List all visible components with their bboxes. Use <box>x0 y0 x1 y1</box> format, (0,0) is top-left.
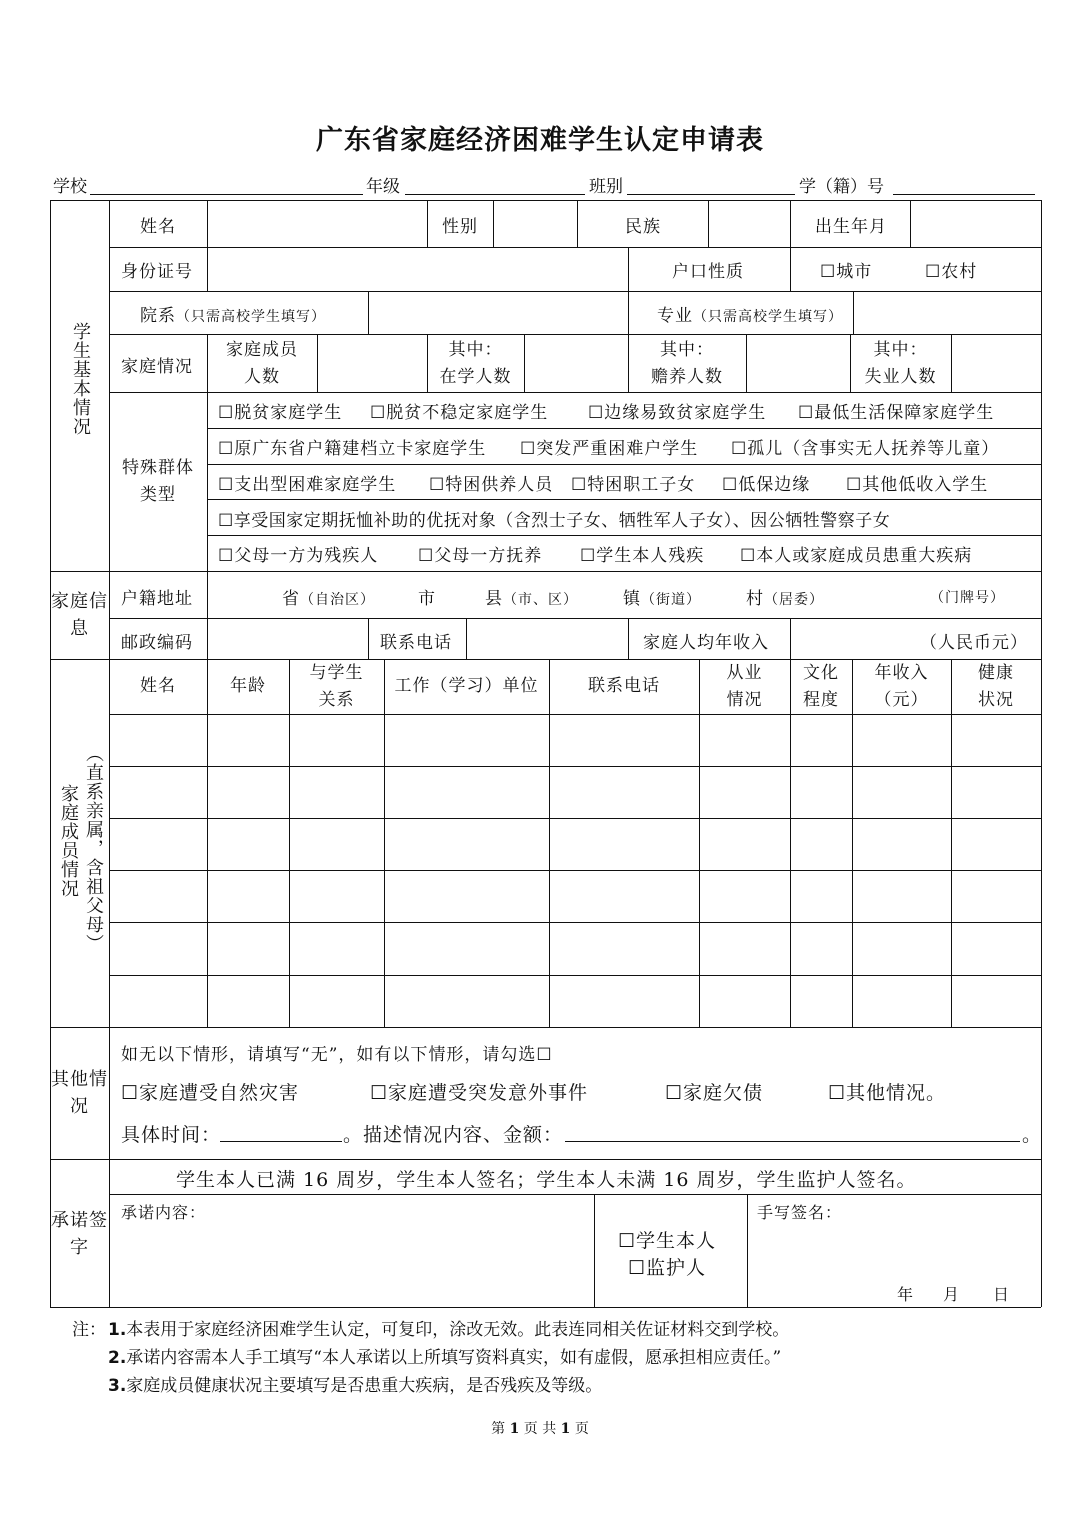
section-members: 家庭成员情况 <box>58 784 79 898</box>
hukou-rural-checkbox[interactable]: ☐ 农村 <box>925 257 977 282</box>
special-option[interactable]: ☐ 本人或家庭成员患重大疾病 <box>740 541 972 566</box>
other-option[interactable]: ☐ 其他情况。 <box>828 1078 946 1105</box>
other-option[interactable]: ☐ 家庭遭受突发意外事件 <box>370 1078 588 1105</box>
other-option[interactable]: ☐ 家庭遭受自然灾害 <box>121 1078 299 1105</box>
special-option[interactable]: ☐ 孤儿（含事实无人抚养等儿童） <box>731 434 999 459</box>
pledge-student-checkbox[interactable]: ☐ 学生本人 <box>618 1226 716 1253</box>
income-label: 家庭人均年收入 <box>643 633 769 653</box>
id-no-label: 身份证号 <box>121 262 193 282</box>
special-option[interactable]: ☐ 低保边缘 <box>722 470 810 495</box>
note-2: 2.承诺内容需本人手工填写“本人承诺以上所填写资料真实，如有虚假，愿承担相应责任。” <box>108 1348 782 1368</box>
special-option[interactable]: ☐ 父母一方为残疾人 <box>218 541 378 566</box>
section-members-note: （直系亲属，含祖父母） <box>83 744 104 953</box>
grade-field[interactable] <box>405 194 585 195</box>
section-pledge: 承诺签字 <box>51 1210 108 1258</box>
special-option[interactable]: ☐ 学生本人残疾 <box>580 541 704 566</box>
note-1: 1.本表用于家庭经济困难学生认定，可复印，涂改无效。此表连同相关佐证材料交到学校。 <box>108 1320 790 1340</box>
student-no-field[interactable] <box>893 194 1035 195</box>
col-work: 工作（学习）单位 <box>394 676 539 696</box>
name-label: 姓名 <box>140 217 176 237</box>
col-employment: 从业 情况 <box>726 663 763 710</box>
pledge-content-label: 承诺内容： <box>121 1203 207 1222</box>
other-none-checkbox[interactable] <box>536 1045 552 1065</box>
class-field[interactable] <box>627 194 795 195</box>
sign-day: 日 <box>993 1285 1011 1304</box>
support-label: 其中： 赡养人数 <box>651 340 723 387</box>
currency-label: （人民币元） <box>920 633 1028 653</box>
special-option[interactable]: ☐ 脱贫不稳定家庭学生 <box>370 398 548 423</box>
section-other: 其他情况 <box>51 1069 108 1117</box>
other-intro: 如无以下情形，请填写“无”，如有以下情形，请勾选☐ <box>121 1040 553 1065</box>
gender-label: 性别 <box>442 217 478 237</box>
dept-label: 院系（只需高校学生填写） <box>140 306 326 326</box>
in-school-label: 其中： 在学人数 <box>439 340 512 387</box>
special-option[interactable]: ☐ 支出型困难家庭学生 <box>218 470 396 495</box>
special-option[interactable]: ☐ 父母一方抚养 <box>418 541 542 566</box>
phone-label: 联系电话 <box>380 633 452 653</box>
section-family-info: 家庭信息 <box>51 591 108 639</box>
col-name: 姓名 <box>140 676 176 696</box>
form-title: 广东省家庭经济困难学生认定申请表 <box>316 125 764 156</box>
desc-end: 。 <box>1022 1124 1043 1146</box>
birth-label: 出生年月 <box>815 217 887 237</box>
sign-year: 年 <box>897 1285 915 1304</box>
time-field[interactable] <box>220 1141 342 1142</box>
class-label: 班别 <box>589 177 623 197</box>
major-label: 专业（只需高校学生填写） <box>657 306 843 326</box>
special-option[interactable]: ☐ 特困供养人员 <box>429 470 553 495</box>
student-no-label: 学（籍）号 <box>799 177 884 197</box>
desc-field[interactable] <box>565 1141 1020 1142</box>
hukou-city-checkbox[interactable]: ☐ 城市 <box>820 257 872 282</box>
desc-label: 。描述情况内容、金额： <box>343 1124 564 1146</box>
pledge-rule: 学生本人已满 16 周岁，学生本人签名；学生本人未满 16 周岁，学生监护人签名。 <box>176 1169 917 1191</box>
notes-prefix: 注： <box>72 1320 106 1340</box>
special-option[interactable]: ☐ 其他低收入学生 <box>846 470 988 495</box>
school-field[interactable] <box>90 194 363 195</box>
members-count-label: 家庭成员 人数 <box>226 340 298 387</box>
special-option[interactable]: ☐ 最低生活保障家庭学生 <box>798 398 994 423</box>
col-phone: 联系电话 <box>588 676 660 696</box>
special-option[interactable]: ☐ 原广东省户籍建档立卡家庭学生 <box>218 434 486 459</box>
sign-month: 月 <box>943 1285 961 1304</box>
province-label: 省（自治区） <box>282 589 375 609</box>
col-health: 健康 状况 <box>978 663 1014 710</box>
col-age: 年龄 <box>230 676 266 696</box>
city-label: 市 <box>418 589 436 609</box>
postcode-label: 邮政编码 <box>121 633 193 653</box>
address-label: 户籍地址 <box>121 589 193 609</box>
unemployed-label: 其中： 失业人数 <box>864 340 937 387</box>
special-option[interactable]: ☐ 特困职工子女 <box>571 470 695 495</box>
ethnicity-label: 民族 <box>625 217 661 237</box>
time-label: 具体时间： <box>121 1124 222 1146</box>
special-option[interactable]: ☐ 脱贫家庭学生 <box>218 398 342 423</box>
village-label: 村（居委） <box>746 589 824 609</box>
family-status-label: 家庭情况 <box>121 357 193 377</box>
signature-label: 手写签名： <box>757 1203 843 1222</box>
county-label: 县（市、区） <box>485 589 578 609</box>
col-income: 年收入 （元） <box>874 663 929 710</box>
note-3: 3.家庭成员健康状况主要填写是否患重大疾病，是否残疾及等级。 <box>108 1376 603 1396</box>
door-label: （门牌号） <box>930 590 1005 606</box>
special-option[interactable]: ☐ 享受国家定期抚恤补助的优抚对象（含烈士子女、牺牲军人子女）、因公牺牲警察子女 <box>218 506 890 531</box>
special-option[interactable]: ☐ 边缘易致贫家庭学生 <box>588 398 766 423</box>
other-option[interactable]: ☐ 家庭欠债 <box>665 1078 763 1105</box>
col-relation: 与学生 关系 <box>309 663 364 710</box>
col-education: 文化 程度 <box>803 663 839 710</box>
grade-label: 年级 <box>366 177 400 197</box>
pledge-guardian-checkbox[interactable]: ☐ 监护人 <box>628 1253 706 1280</box>
hukou-label: 户口性质 <box>672 262 744 282</box>
section-basic-info: 学生基本情况 <box>70 322 91 436</box>
town-label: 镇（街道） <box>623 589 701 609</box>
special-option[interactable]: ☐ 突发严重困难户学生 <box>520 434 698 459</box>
school-label: 学校 <box>53 177 87 197</box>
page-footer: 第 1 页 共 1 页 <box>491 1421 589 1437</box>
special-group-label: 特殊群体 类型 <box>122 458 194 505</box>
